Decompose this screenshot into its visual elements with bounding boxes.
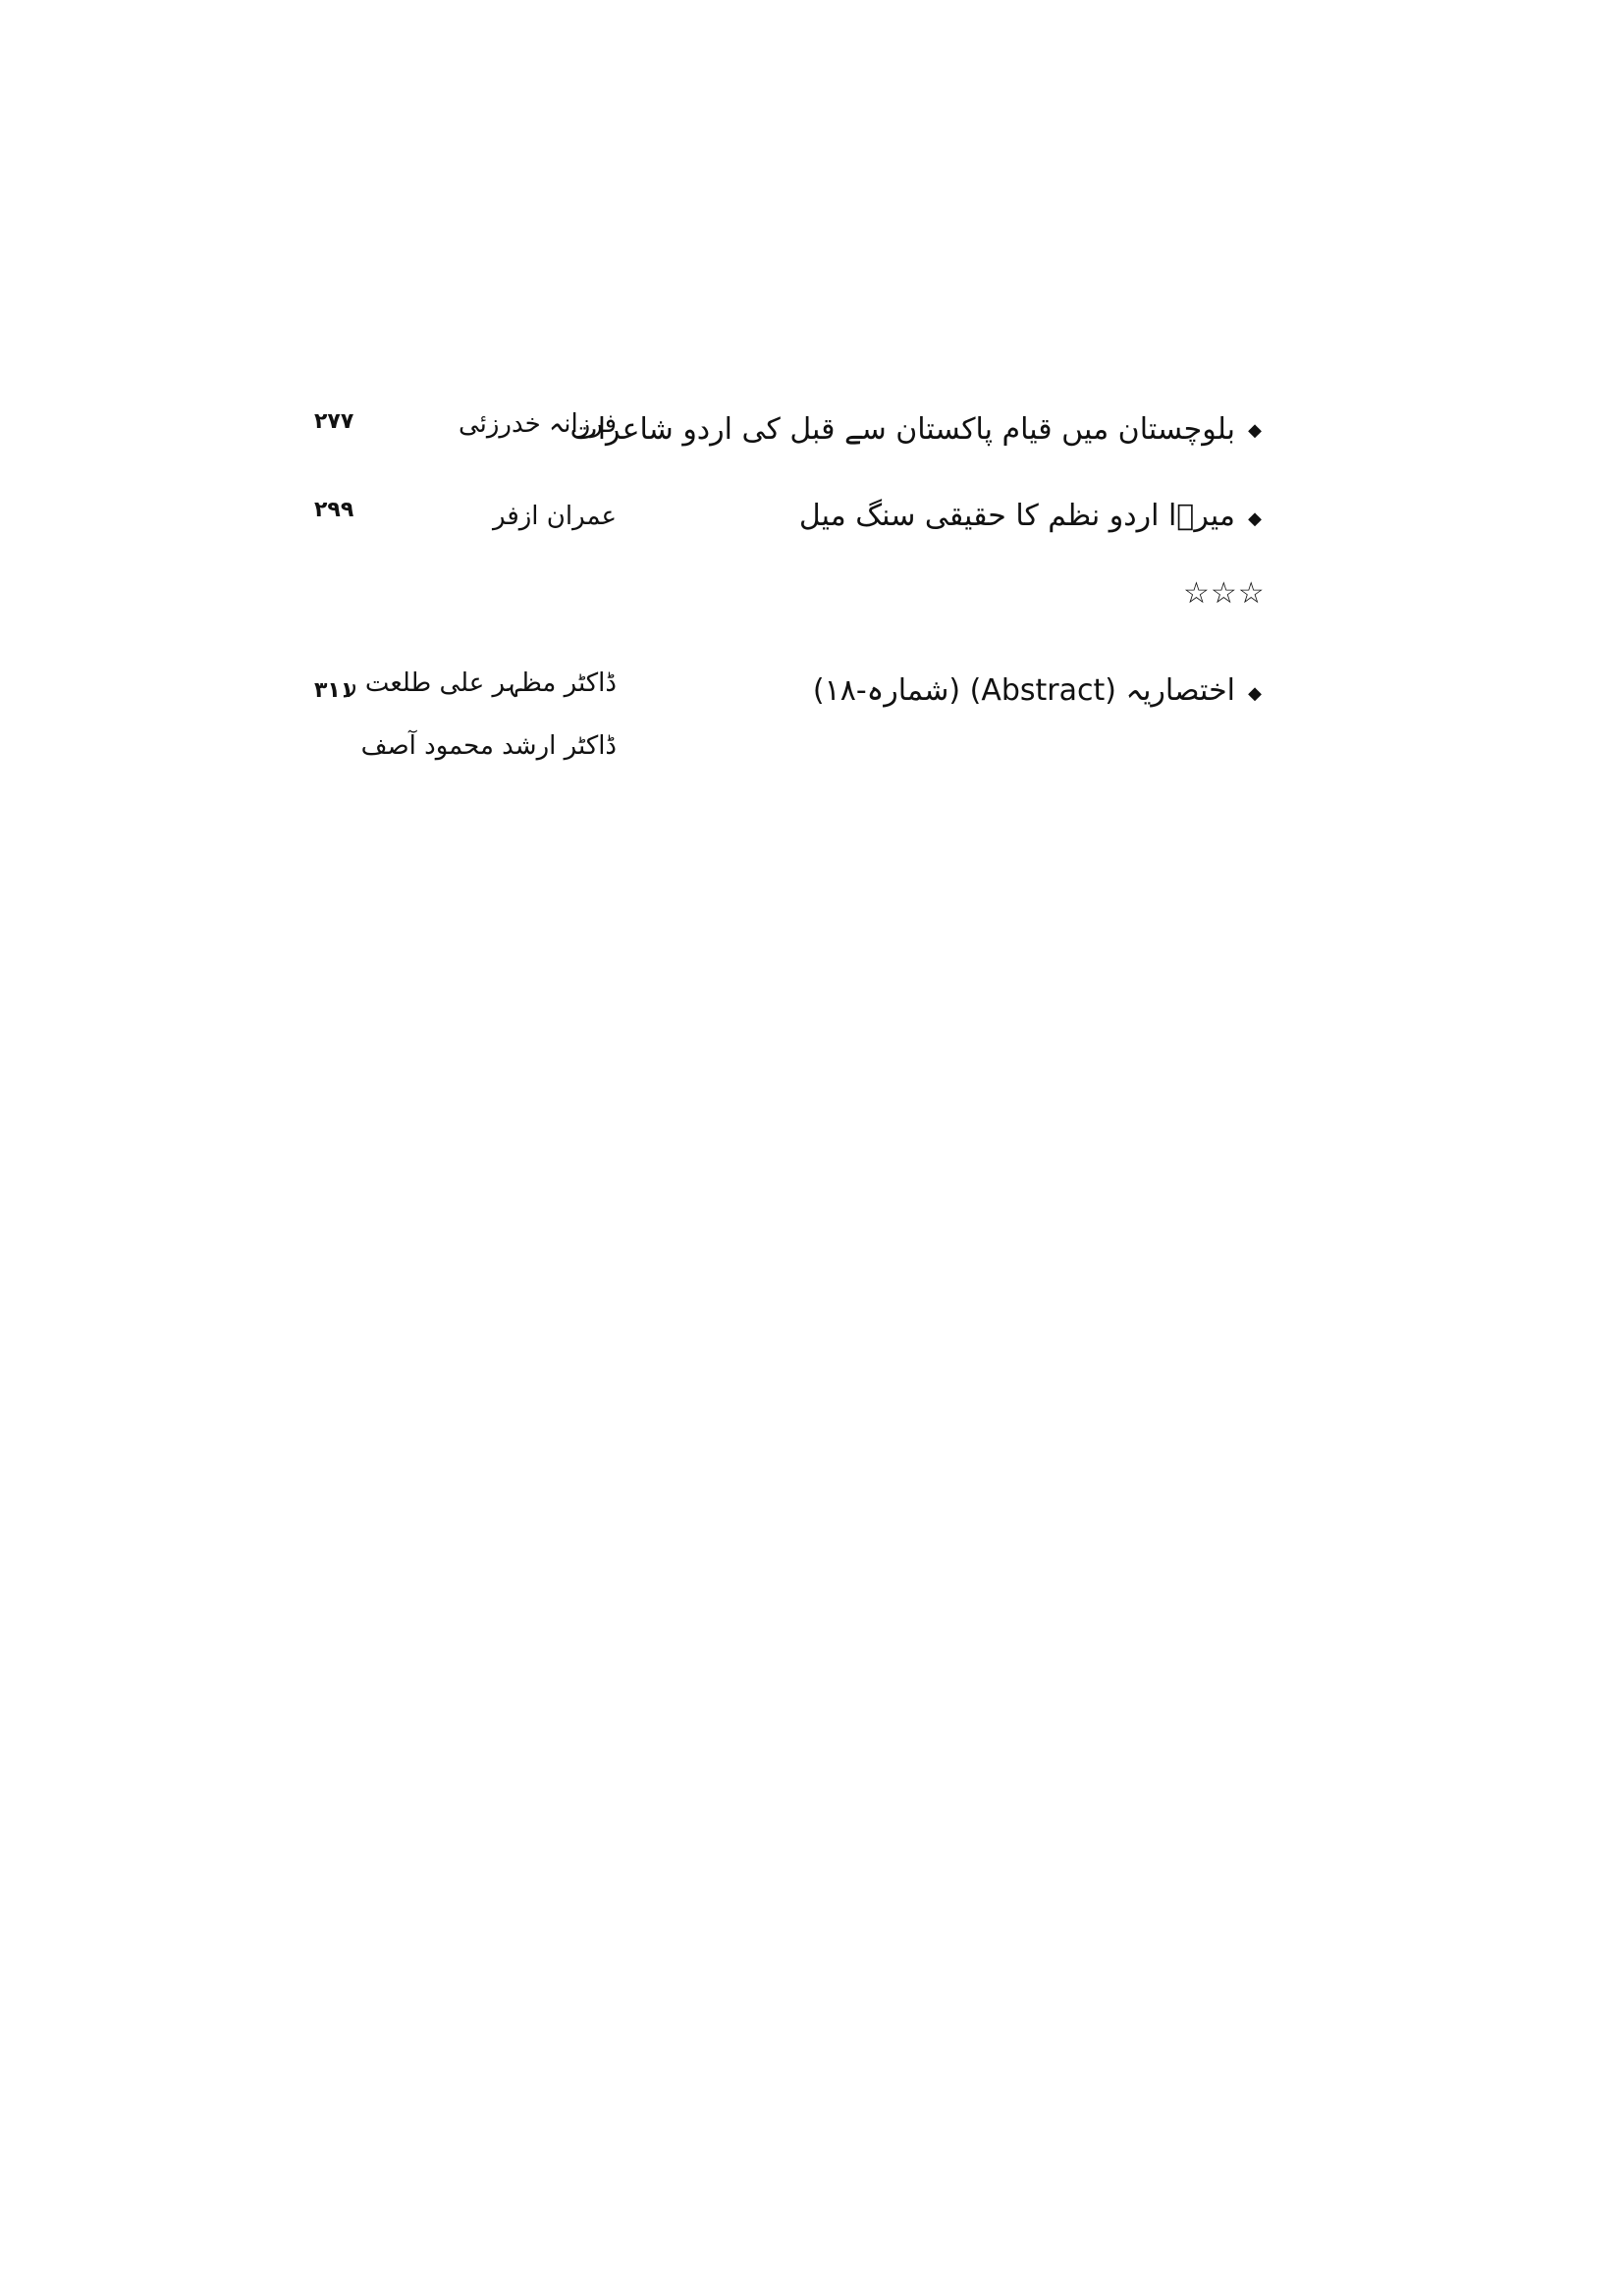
entry-title: میرؔا اردو نظم کا حقیقی سنگ میل — [798, 499, 1235, 533]
bullet-icon: ◆ — [1248, 683, 1262, 704]
toc-entry — [0, 666, 1623, 783]
entry-author-second: ڈاکٹر ارشد محمود آصف — [360, 731, 617, 761]
bullet-icon: ◆ — [1248, 420, 1262, 441]
entry-title: اختصاریہ (Abstract) (شمارہ-۱۸) — [812, 673, 1235, 708]
entry-title: بلوچستان میں قیام پاکستان سے قبل کی اردو شاعرات — [569, 412, 1235, 447]
entry-page-number: ۲۹۹ — [314, 498, 354, 522]
entry-author: ڈاکٹر مظہر علی طلعت ر — [345, 668, 617, 698]
toc-entry — [0, 491, 1623, 550]
entry-page-number: ۲۷۷ — [314, 409, 354, 434]
bullet-icon: ◆ — [1248, 508, 1262, 529]
entry-page-number: ۳۱۱ — [314, 678, 354, 703]
section-separator: ☆☆☆ — [1183, 576, 1266, 611]
entry-author: عمران ازفر — [492, 502, 617, 531]
entry-author: فرزانہ خدرزئی — [458, 409, 617, 439]
toc-entry — [0, 402, 1623, 461]
